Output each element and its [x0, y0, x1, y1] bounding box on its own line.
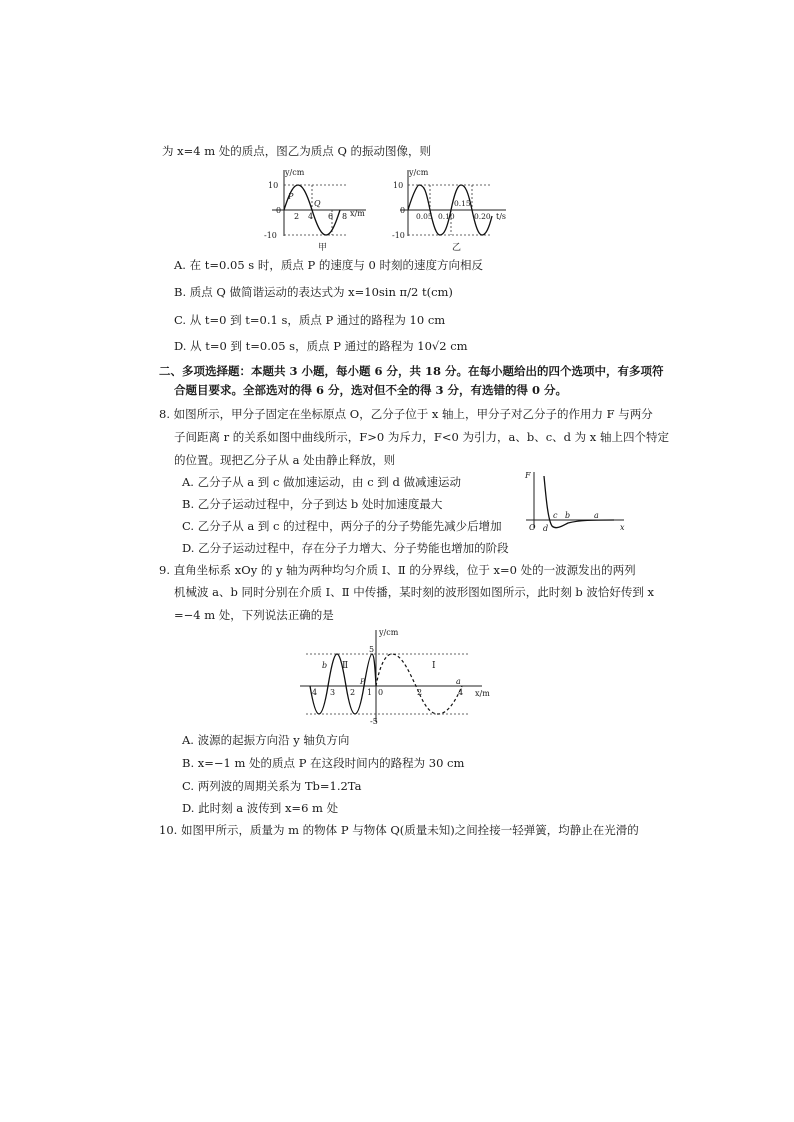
yi-x-tick-010: 0.10: [438, 212, 455, 221]
jia-x-tick-4: 4: [308, 212, 314, 221]
yi-x-tick-015: 0.15: [454, 199, 471, 208]
force-x-label: x: [620, 523, 625, 532]
force-point-c: c: [553, 511, 558, 520]
yi-x-label: t/s: [496, 212, 507, 221]
section2-heading-line2: 合题目要求。全部选对的得 6 分，选对但不全的得 3 分，有选错的得 0 分。: [174, 383, 568, 397]
jia-caption: 甲: [318, 243, 328, 253]
q9-stem-line3: =−4 m 处，下列说法正确的是: [174, 608, 334, 622]
q7-option-a: A. 在 t=0.05 s 时，质点 P 的速度与 0 时刻的速度方向相反: [174, 258, 484, 272]
wave-y-tick-5: 5: [369, 645, 375, 654]
section2-heading-line1: 二、多项选择题：本题共 3 小题，每小题 6 分，共 18 分。在每小题给出的四个选项中，有多项符: [159, 364, 664, 378]
yi-y-tick-neg10: -10: [392, 231, 405, 240]
wave-x-tick-neg1: 1: [367, 688, 373, 697]
jia-point-p: P: [288, 192, 294, 201]
wave-label-b: b: [322, 661, 328, 670]
q8-stem-line2: 子间距离 r 的关系如图中曲线所示，F>0 为斥力，F<0 为引力，a、b、c、d 为 x 轴上四个特定: [174, 430, 669, 444]
force-point-a: a: [594, 511, 599, 520]
wave-x-tick-0: 0: [378, 688, 384, 697]
q7-option-d: D. 从 t=0 到 t=0.05 s，质点 P 通过的路程为 10√2 cm: [174, 339, 468, 353]
jia-y-tick-10: 10: [268, 181, 279, 190]
wave-x-label: x/m: [475, 689, 490, 698]
q10-stem-line1: 10. 如图甲所示，质量为 m 的物体 P 与物体 Q(质量未知)之间拴接一轻弹簧，均静止在光滑的: [159, 823, 639, 837]
jia-x-tick-8: 8: [342, 212, 348, 221]
yi-y-tick-0: 0: [400, 206, 406, 215]
yi-y-label: y/cm: [409, 168, 429, 177]
jia-y-tick-0: 0: [276, 206, 282, 215]
figure-yi-vibration-graph: [392, 166, 512, 254]
jia-y-label: y/cm: [285, 168, 305, 177]
wave-label-a: a: [456, 677, 461, 686]
jia-y-tick-neg10: -10: [264, 231, 277, 240]
q9-option-b: B. x=−1 m 处的质点 P 在这段时间内的路程为 30 cm: [182, 756, 465, 770]
q8-option-b: B. 乙分子运动过程中，分子到达 b 处时加速度最大: [182, 497, 443, 511]
q8-stem-line1: 8. 如图所示，甲分子固定在坐标原点 O，乙分子位于 x 轴上，甲分子对乙分子的作用力 F 与两分: [159, 407, 653, 421]
q7-option-c: C. 从 t=0 到 t=0.1 s，质点 P 通过的路程为 10 cm: [174, 313, 446, 327]
figure-two-medium-wave: [298, 626, 498, 728]
q9-stem-line2: 机械波 a、b 同时分别在介质 Ⅰ、Ⅱ 中传播，某时刻的波形图如图所示，此时刻 b 波恰好传到 x: [174, 585, 655, 599]
yi-x-tick-005: 0.05: [416, 212, 433, 221]
q9-option-c: C. 两列波的周期关系为 Tb=1.2Ta: [182, 779, 362, 793]
wave-label-p: P: [360, 677, 366, 686]
yi-y-tick-10: 10: [393, 181, 404, 190]
wave-x-tick-4: 4: [458, 688, 464, 697]
q9-option-d: D. 此时刻 a 波传到 x=6 m 处: [182, 801, 339, 815]
q8-option-c: C. 乙分子从 a 到 c 的过程中，两分子的分子势能先减少后增加: [182, 519, 502, 533]
jia-x-tick-2: 2: [294, 212, 300, 221]
yi-caption: 乙: [452, 243, 462, 253]
q8-stem-line3: 的位置。现把乙分子从 a 处由静止释放，则: [174, 453, 396, 467]
jia-x-tick-6: 6: [328, 212, 334, 221]
jia-point-q: Q: [314, 199, 321, 208]
q7-option-b: B. 质点 Q 做简谐运动的表达式为 x=10sin π/2 t(cm): [174, 285, 453, 299]
force-origin: O: [529, 523, 536, 532]
intro-line: 为 x=4 m 处的质点，图乙为质点 Q 的振动图像，则: [162, 144, 432, 158]
wave-x-tick-neg4: 4: [312, 688, 318, 697]
wave-x-tick-neg3: 3: [330, 688, 336, 697]
wave-y-label: y/cm: [379, 628, 399, 637]
force-point-b: b: [565, 511, 571, 520]
force-y-label: F: [525, 471, 531, 480]
q8-option-d: D. 乙分子运动过程中，存在分子力增大、分子势能也增加的阶段: [182, 541, 509, 555]
yi-x-tick-020: 0.20: [474, 212, 491, 221]
wave-x-tick-2: 2: [417, 688, 423, 697]
wave-y-tick-neg5: -5: [370, 717, 378, 726]
wave-x-tick-neg2: 2: [350, 688, 356, 697]
figure-jia-wave-graph: [262, 166, 370, 254]
figure-force-distance-graph: [522, 468, 628, 538]
jia-x-label: x/m: [350, 209, 365, 218]
wave-label-medium1: Ⅰ: [432, 661, 436, 671]
force-point-d: d: [543, 524, 549, 533]
wave-label-medium2: Ⅱ: [342, 661, 349, 671]
q9-option-a: A. 波源的起振方向沿 y 轴负方向: [182, 733, 350, 747]
q9-stem-line1: 9. 直角坐标系 xOy 的 y 轴为两种均匀介质 Ⅰ、Ⅱ 的分界线，位于 x=0 处的一波源发出的两列: [159, 563, 636, 577]
q8-option-a: A. 乙分子从 a 到 c 做加速运动，由 c 到 d 做减速运动: [182, 475, 461, 489]
